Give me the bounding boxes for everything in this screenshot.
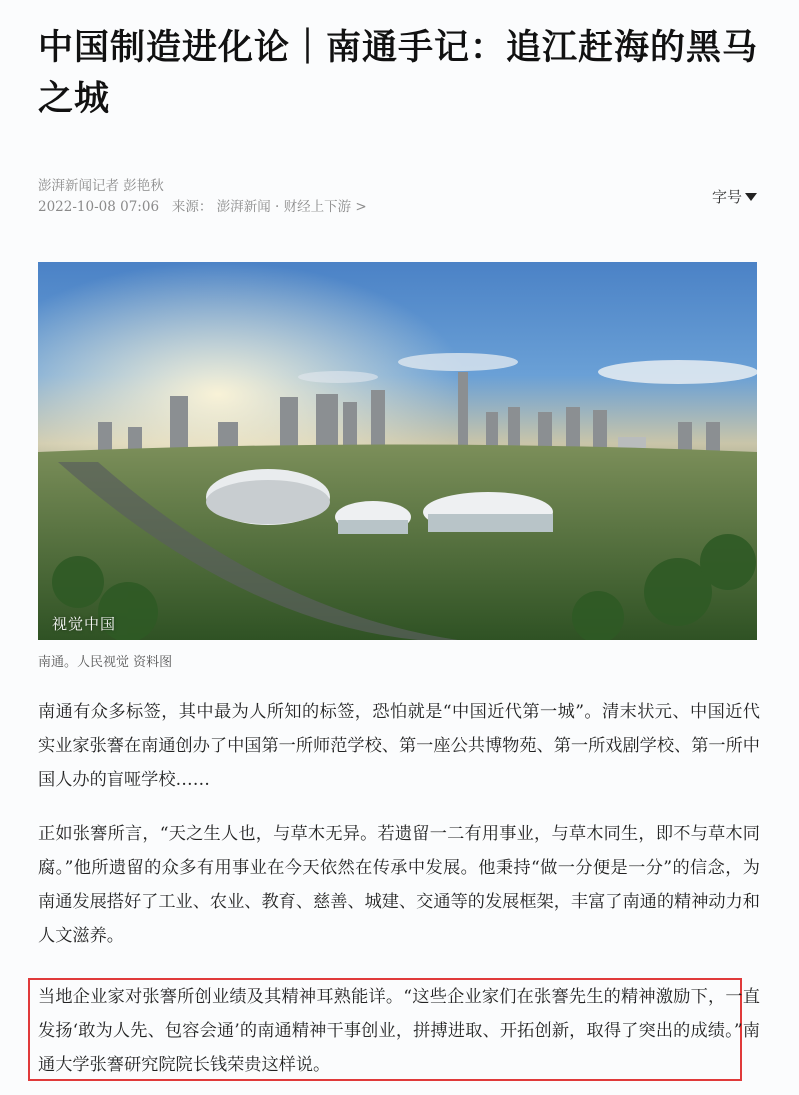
article-paragraph: 正如张謇所言，“天之生人也，与草木无异。若遗留一二有用事业，与草木同生，即不与草木同腐。”他所遗留的众多有用事业在今天依然在传承中发展。他秉持“做一分便是一分”的信念，为南通发展搭好了工业、农业、教育、慈善、城建、交通等的发展框架，丰富了南通的精神动力和人文滋养。 <box>38 824 760 946</box>
city-skyline-illustration <box>38 262 757 640</box>
article-date-source <box>38 197 367 218</box>
font-size-button[interactable] <box>712 186 757 207</box>
article-paragraph-highlighted: 当地企业家对张謇所创业绩及其精神耳熟能详。“这些企业家们在张謇先生的精神激励下，一直发扬‘敢为人先、包容会通’的南通精神干事创业，拼搏进取、开拓创新，取得了突出的成绩。”南通大学张謇研究院院长钱荣贵这样说。 <box>38 987 760 1075</box>
article-date: 2022-10-08 07:06 <box>38 199 160 215</box>
article-author: 澎湃新闻记者 彭艳秋 <box>38 178 164 194</box>
source-label: 来源： <box>171 199 213 215</box>
article-paragraph: 南通有众多标签，其中最为人所知的标签，恐怕就是“中国近代第一城”。清末状元、中国近代实业家张謇在南通创办了中国第一所师范学校、第一座公共博物苑、第一所戏剧学校、第一所中国人办的盲哑学校…… <box>38 702 760 790</box>
image-watermark: 视觉中国 <box>52 615 117 633</box>
source-link[interactable]: 澎湃新闻 · 财经上下游 > <box>216 199 367 215</box>
font-size-label: 字号 <box>711 189 742 206</box>
hero-image <box>38 262 757 640</box>
caret-down-icon <box>745 193 757 201</box>
article-meta <box>38 176 367 218</box>
image-caption: 南通。人民视觉 资料图 <box>38 655 173 670</box>
article-title: 中国制造进化论｜南通手记：追江赶海的黑马之城 <box>38 27 759 119</box>
